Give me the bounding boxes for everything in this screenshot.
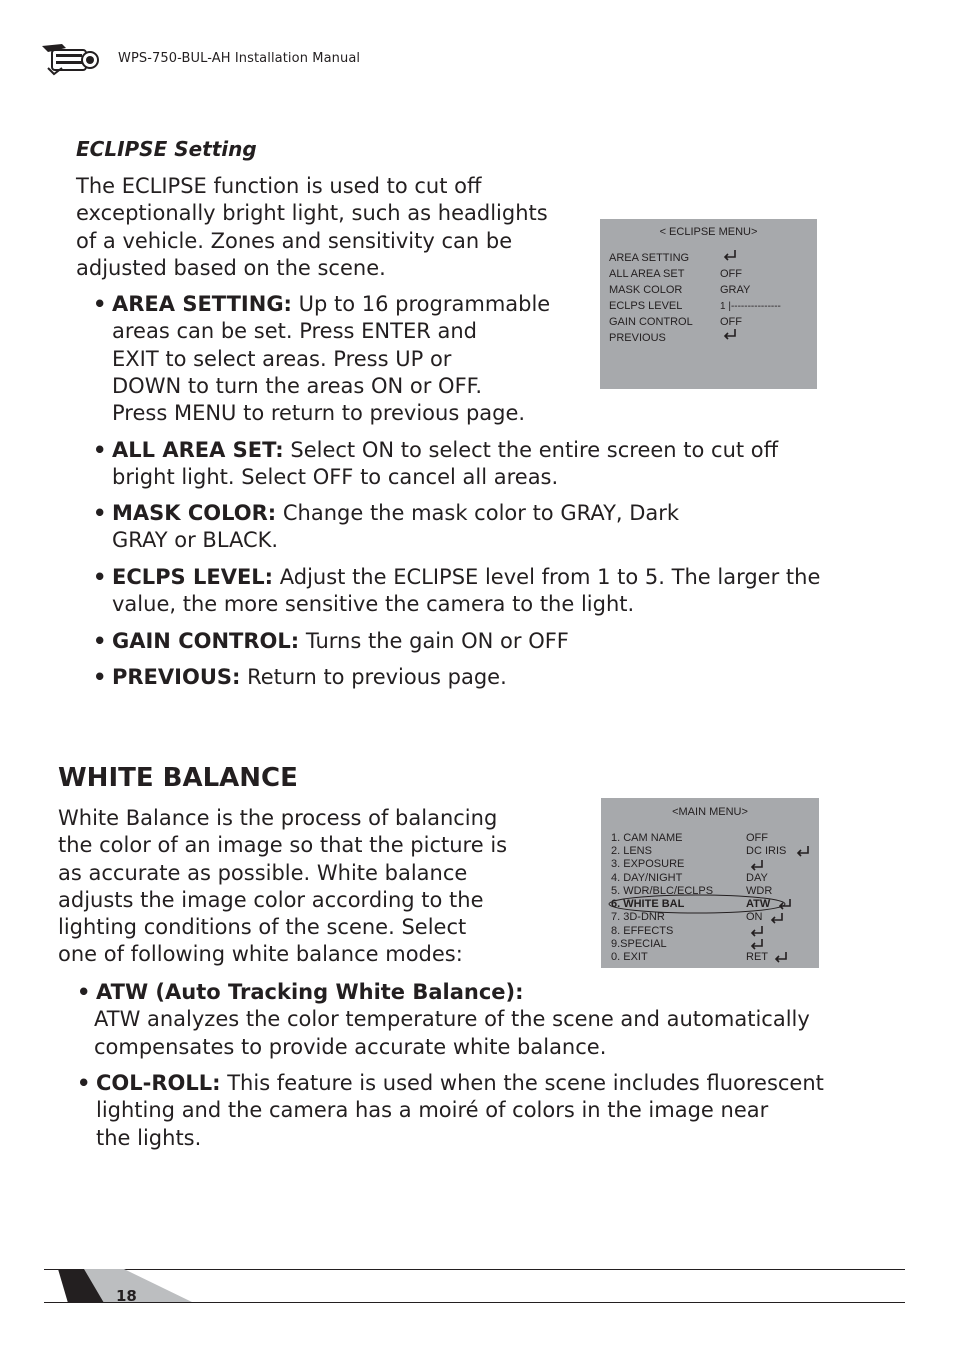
bullet-dot: • (93, 501, 107, 525)
document-title: WPS-750-BUL-AH Installation Manual (118, 51, 361, 66)
bullet-dot: • (93, 665, 107, 689)
osd-menu-title: <MAIN MENU> (672, 806, 748, 818)
osd-row-value: DC IRIS (746, 845, 787, 857)
osd-row-value: OFF (746, 832, 768, 844)
osd-row (609, 316, 814, 329)
osd-row-label: 5. WDR/BLC/ECLPS (611, 885, 714, 897)
footer-rule-bottom (44, 1302, 905, 1303)
bullet-eclps-level (93, 564, 892, 619)
eclipse-menu-screenshot (600, 219, 817, 389)
bullet-text: Change the mask color to GRAY, Dark (276, 501, 680, 525)
intro-line: as accurate as possible. White balance (58, 860, 468, 885)
osd-row-label: 9.SPECIAL (611, 938, 667, 950)
intro-line: adjusts the image color according to the (58, 887, 484, 912)
bullet-text: ATW analyzes the color temperature of the scene and automatically (94, 1007, 810, 1032)
osd-row (609, 252, 814, 265)
osd-row-label: ALL AREA SET (609, 268, 685, 280)
osd-row-value: RET (746, 951, 768, 963)
bullet-term: GAIN CONTROL: (112, 629, 300, 653)
intro-line: of a vehicle. Zones and sensitivity can be (76, 228, 513, 253)
osd-row (611, 938, 816, 951)
bullet-text: the lights. (96, 1125, 202, 1150)
osd-row-value: ON (746, 911, 763, 923)
osd-row (611, 832, 816, 845)
osd-row-label: 0. EXIT (611, 951, 648, 963)
bullet-text: Turns the gain ON or OFF (299, 629, 569, 653)
section-heading-white-balance: WHITE BALANCE (58, 763, 298, 793)
bullet-gain-control (93, 628, 872, 655)
page-number: 18 (116, 1287, 137, 1305)
osd-row (611, 951, 816, 964)
enter-icon (795, 845, 811, 857)
enter-icon (722, 249, 738, 261)
bullet-dot: • (93, 292, 107, 316)
bullet-text: EXIT to select areas. Press UP or (112, 346, 452, 371)
intro-line: the color of an image so that the picture is (58, 833, 508, 858)
osd-row (611, 858, 816, 871)
osd-menu-title: < ECLIPSE MENU> (659, 226, 758, 238)
bullet-col-roll (77, 1070, 896, 1152)
osd-row-label: 6. WHITE BAL (611, 898, 685, 910)
bullet-text: Select ON to select the entire screen to cut off (283, 438, 779, 462)
enter-icon (773, 951, 789, 963)
bullet-term: ALL AREA SET: (112, 438, 284, 462)
osd-row (611, 911, 816, 924)
bullet-text: lighting and the camera has a moiré of colors in the image near (96, 1098, 769, 1123)
bullet-text: This feature is used when the scene includes fluorescent (220, 1071, 824, 1095)
osd-row-label: 1. CAM NAME (611, 832, 683, 844)
bullet-dot: • (77, 1071, 91, 1095)
enter-icon (722, 328, 738, 340)
bullet-text: GRAY or BLACK. (112, 528, 279, 553)
osd-row-label: PREVIOUS (609, 332, 666, 344)
osd-row-label: GAIN CONTROL (609, 316, 693, 328)
osd-row-label: MASK COLOR (609, 284, 683, 296)
bullet-text: compensates to provide accurate white balance. (94, 1034, 607, 1059)
bullet-dot: • (77, 980, 91, 1004)
bullet-term: AREA SETTING: (112, 292, 292, 316)
osd-row (611, 845, 816, 858)
bullet-mask-color (93, 500, 872, 555)
intro-line: exceptionally bright light, such as headlights (76, 201, 548, 226)
bullet-dot: • (93, 629, 107, 653)
camera-icon (40, 40, 100, 76)
bullet-text: value, the more sensitive the camera to the light. (112, 592, 635, 617)
osd-row-label: 4. DAY/NIGHT (611, 872, 683, 884)
enter-icon (749, 938, 765, 950)
osd-row-value: 1 |--------------- (720, 301, 781, 312)
intro-line: lighting conditions of the scene. Select (58, 915, 467, 940)
osd-row-label: 2. LENS (611, 845, 652, 857)
bullet-previous (93, 664, 872, 691)
osd-row-value: WDR (746, 885, 773, 897)
osd-row-label: 7. 3D-DNR (611, 911, 665, 923)
osd-row-value: OFF (720, 316, 742, 328)
osd-row-label: 3. EXPOSURE (611, 858, 685, 870)
bullet-text: bright light. Select OFF to cancel all areas. (112, 465, 559, 490)
bullet-term: PREVIOUS: (112, 665, 241, 689)
osd-row (609, 300, 814, 313)
osd-row-label: ECLPS LEVEL (609, 300, 683, 312)
osd-row (609, 332, 814, 345)
bullet-term: MASK COLOR: (112, 501, 277, 525)
eclipse-intro-paragraph (76, 173, 576, 282)
intro-line: The ECLIPSE function is used to cut off (76, 174, 482, 198)
osd-row-value: ATW (746, 898, 771, 910)
bullet-dot: • (93, 565, 107, 589)
bullet-text: Press MENU to return to previous page. (112, 401, 526, 426)
intro-line: adjusted based on the scene. (76, 255, 386, 280)
bullet-text: DOWN to turn the areas ON or OFF. (112, 373, 483, 398)
osd-row-label: AREA SETTING (609, 252, 690, 264)
bullet-text: areas can be set. Press ENTER and (112, 319, 478, 344)
bullet-all-area-set (93, 437, 872, 492)
bullet-term: ECLPS LEVEL: (112, 565, 274, 589)
white-balance-intro-paragraph (58, 805, 558, 969)
osd-row (609, 268, 814, 281)
main-menu-screenshot (601, 798, 819, 968)
enter-icon (769, 912, 785, 924)
section-heading-eclipse: ECLIPSE Setting (76, 137, 257, 161)
osd-row (611, 872, 816, 885)
intro-line: White Balance is the process of balancing (58, 806, 498, 830)
intro-line: one of following white balance modes: (58, 942, 463, 967)
bullet-atw (77, 979, 896, 1061)
osd-row-label: 8. EFFECTS (611, 925, 674, 937)
bullet-dot: • (93, 438, 107, 462)
bullet-text: Return to previous page. (240, 665, 507, 689)
enter-icon (749, 859, 765, 871)
bullet-text: Up to 16 programmable (291, 292, 551, 316)
osd-row (609, 284, 814, 297)
osd-row-value: GRAY (720, 284, 751, 296)
osd-row-value: DAY (746, 872, 768, 884)
bullet-area-setting (93, 291, 592, 427)
osd-row-value: OFF (720, 268, 742, 280)
bullet-term: COL-ROLL: (96, 1071, 221, 1095)
bullet-term: ATW (Auto Tracking White Balance): (96, 980, 524, 1004)
enter-icon (749, 925, 765, 937)
osd-row (611, 925, 816, 938)
bullet-text: Adjust the ECLIPSE level from 1 to 5. The larger the (273, 565, 821, 589)
